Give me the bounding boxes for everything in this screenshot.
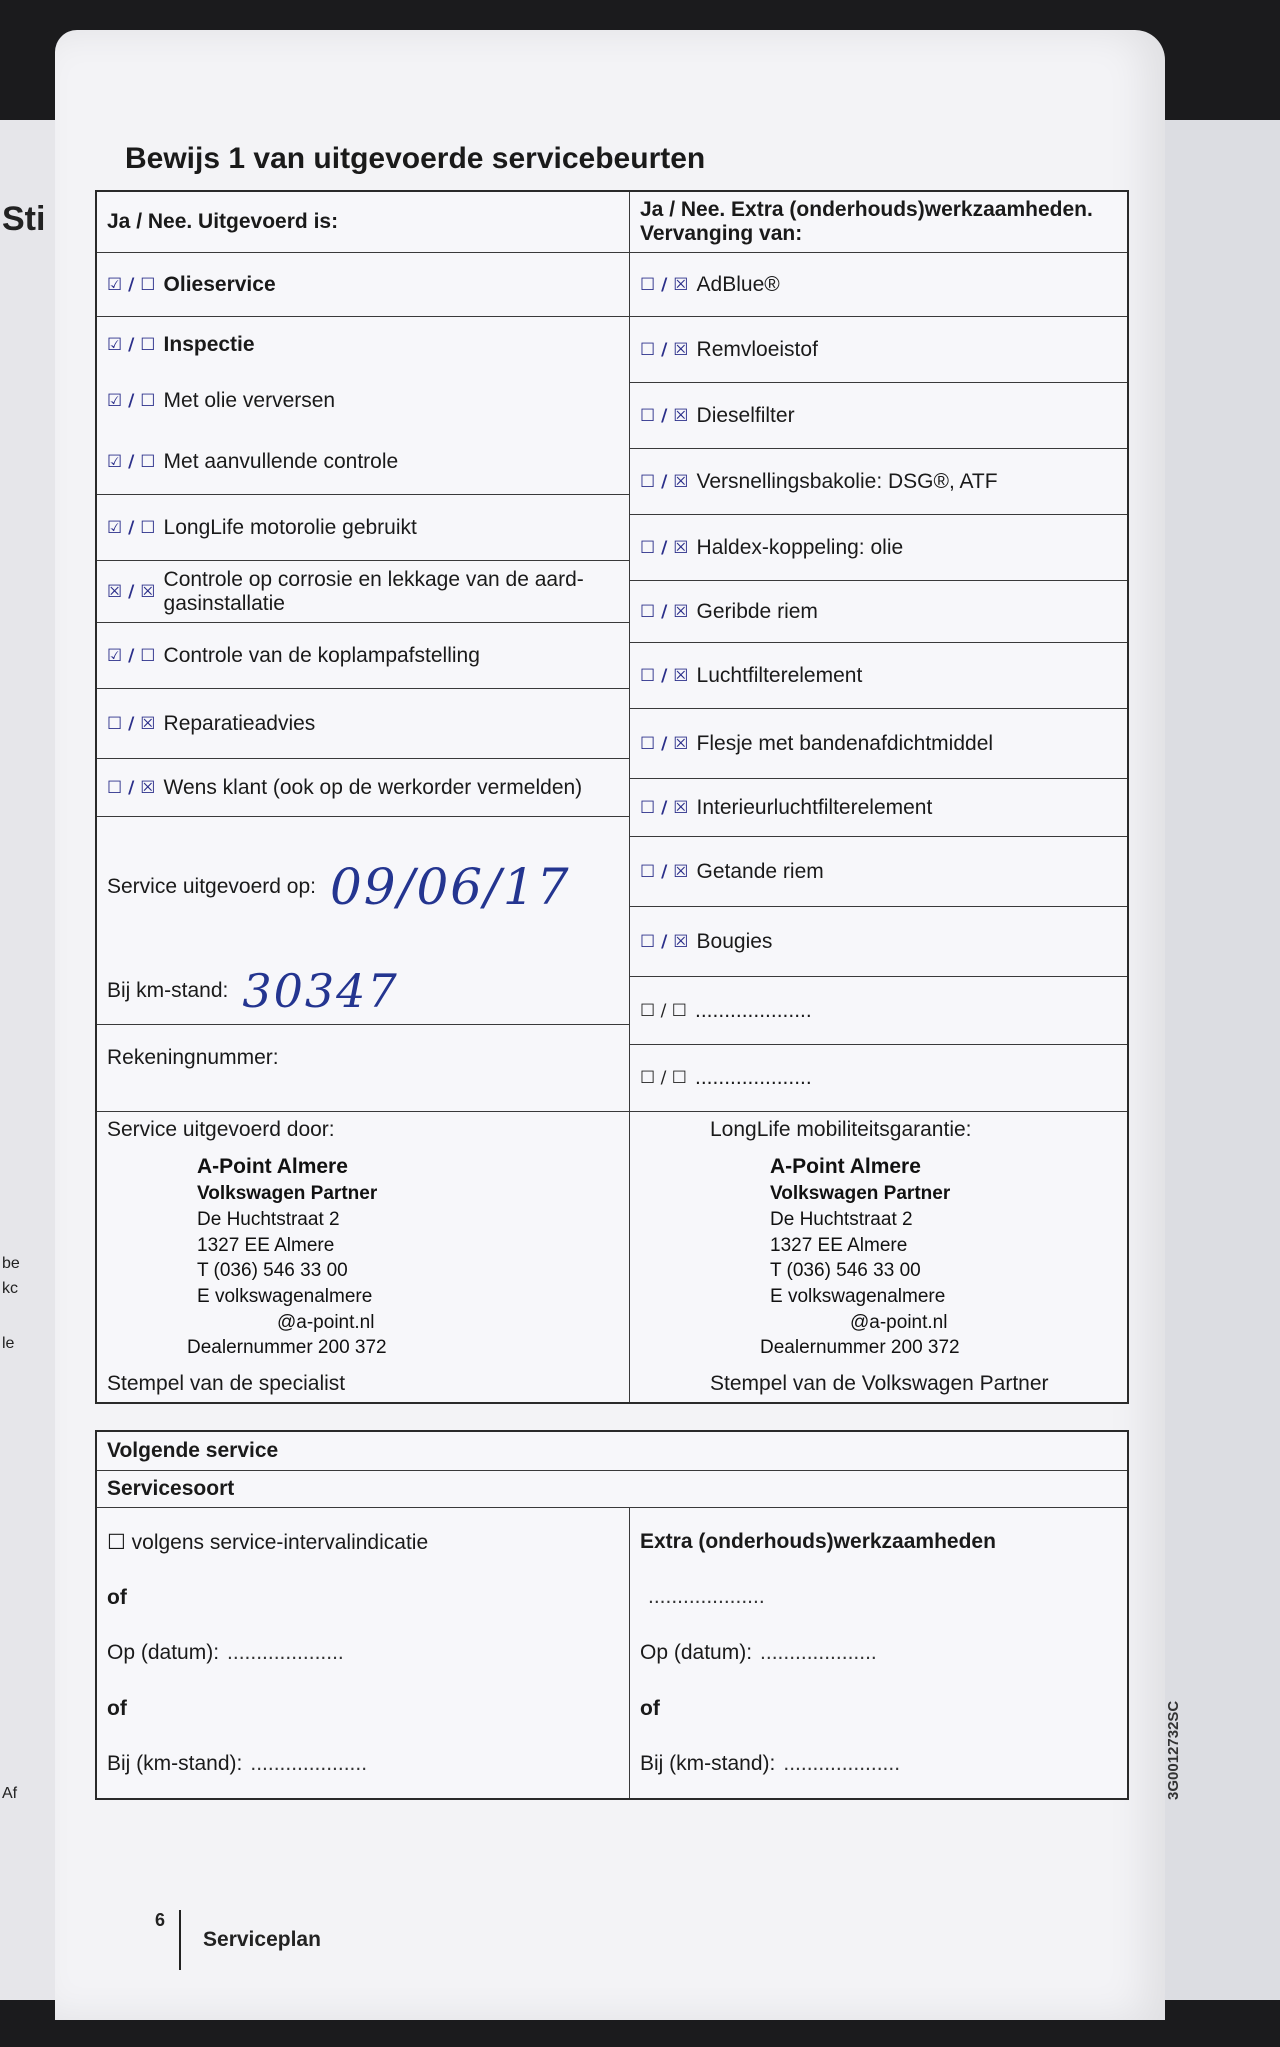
next-service-left xyxy=(97,1508,630,1798)
checkbox-pair: ☑ / ☐ xyxy=(107,274,156,295)
km-label: Bij (km-stand): xyxy=(640,1752,776,1776)
page-title: Bewijs 1 van uitgevoerde servicebeurten xyxy=(125,142,706,175)
checklist-label: Getande riem xyxy=(696,859,824,883)
checklist-label: .................... xyxy=(695,998,812,1022)
or-label: of xyxy=(107,1586,127,1610)
checklist-item xyxy=(97,689,629,759)
right-page-edge xyxy=(1164,120,1280,2000)
checkbox-pair: ☑ / ☐ xyxy=(107,335,156,355)
checklist-label: Controle van de koplampafstelling xyxy=(163,643,480,667)
checklist-item xyxy=(630,449,1127,515)
checklist-label: Olieservice xyxy=(163,272,276,296)
checkbox-pair: ☒ / ☒ xyxy=(107,581,156,602)
checklist-item xyxy=(630,253,1127,317)
dealer-stamp xyxy=(187,1153,387,1361)
stamp-phone: T (036) 546 33 00 xyxy=(197,1260,348,1282)
checkbox-pair: ☐ / ☒ xyxy=(640,471,689,492)
checklist-item xyxy=(97,623,629,689)
dotted-blank: .................... xyxy=(648,1585,765,1609)
checklist-item xyxy=(630,1045,1127,1111)
km-label: Bij km-stand: xyxy=(107,978,229,1002)
stamp-dealer-number: Dealernummer 200 372 xyxy=(187,1337,387,1359)
checklist-label: Flesje met bandenafdichtmiddel xyxy=(696,731,994,755)
checklist-label: Dieselfilter xyxy=(696,403,795,427)
checklist-item xyxy=(630,709,1127,779)
next-service-title: Volgende service xyxy=(107,1439,279,1462)
service-date-field xyxy=(97,817,629,957)
checklist-item xyxy=(630,383,1127,449)
dotted-blank: .................... xyxy=(250,1752,368,1776)
checklist-item xyxy=(97,429,629,495)
checklist-item xyxy=(630,837,1127,907)
next-km-field xyxy=(107,1752,367,1776)
checklist-item xyxy=(630,643,1127,709)
document-code: 3G0012732SC xyxy=(1165,1700,1182,1800)
checklist-label: Inspectie xyxy=(163,333,255,356)
interval-option: ☐ volgens service-intervalindicatie xyxy=(107,1530,429,1554)
stamp-company: Volkswagen Partner xyxy=(770,1183,951,1205)
stamp-email: E volkswagenalmere xyxy=(770,1285,946,1307)
next-km-field xyxy=(640,1752,900,1776)
stamp-dealer-number: Dealernummer 200 372 xyxy=(760,1337,960,1359)
checklist-label: Met aanvullende controle xyxy=(163,449,399,473)
left-page-fragment: Af xyxy=(2,1785,18,1802)
checkbox-pair: ☐ / ☒ xyxy=(640,861,689,882)
performed-by-label: Service uitgevoerd door: xyxy=(107,1118,335,1141)
checklist-item xyxy=(97,373,629,429)
invoice-label: Rekeningnummer: xyxy=(107,1046,279,1069)
date-label: Op (datum): xyxy=(107,1641,220,1665)
checkbox-pair: ☐ / ☒ xyxy=(640,537,689,558)
dealer-stamp xyxy=(760,1153,960,1361)
left-page-fragment: kc xyxy=(2,1280,18,1297)
checkbox-pair: ☐ / ☒ xyxy=(640,274,689,295)
section-label: Serviceplan xyxy=(203,1928,321,1951)
checkbox-pair: ☐ / ☒ xyxy=(640,405,689,426)
stamp-email-domain: @a-point.nl xyxy=(850,1311,948,1333)
date-label: Op (datum): xyxy=(640,1640,753,1664)
km-field xyxy=(97,957,629,1025)
left-page-fragment: Sti xyxy=(2,200,46,238)
checkbox-pair: ☐ / ☒ xyxy=(640,931,689,952)
checkbox-pair: ☐ / ☐ xyxy=(640,1068,688,1088)
checkbox-pair: ☑ / ☐ xyxy=(107,451,156,472)
left-checklist xyxy=(97,253,630,1111)
next-service-right xyxy=(630,1508,1127,1798)
next-service-body xyxy=(97,1508,1127,1798)
checkbox-pair: ☐ / ☒ xyxy=(640,601,689,622)
page-footer xyxy=(155,1910,321,1970)
checklist-label: Luchtfilterelement xyxy=(696,663,863,687)
stamp-street: De Huchtstraat 2 xyxy=(197,1209,340,1231)
checklist-item xyxy=(97,253,629,317)
stamp-city: 1327 EE Almere xyxy=(770,1234,908,1256)
stamp-brand: A-Point Almere xyxy=(197,1155,348,1179)
checkbox-pair: ☐ / ☒ xyxy=(640,339,689,360)
next-service-title-row xyxy=(97,1432,1127,1471)
partner-stamp-cell xyxy=(630,1112,1127,1402)
next-service-table xyxy=(95,1430,1129,1800)
handwritten-km: 30347 xyxy=(242,963,399,1018)
checklist-item xyxy=(630,779,1127,837)
table-header-row xyxy=(97,192,1127,253)
service-type-label: Servicesoort xyxy=(107,1477,235,1500)
service-type-row xyxy=(97,1471,1127,1508)
checklist-label: Geribde riem xyxy=(696,599,818,623)
checkbox-pair: ☑ / ☐ xyxy=(107,391,156,411)
dotted-blank: .................... xyxy=(227,1641,344,1665)
next-date-field xyxy=(107,1641,344,1665)
checklist-item xyxy=(630,907,1127,977)
km-label: Bij (km-stand): xyxy=(107,1752,243,1776)
checklist-item xyxy=(97,317,629,373)
stamp-phone: T (036) 546 33 00 xyxy=(770,1260,921,1282)
right-column-header: Ja / Nee. Extra (onderhouds)werkzaamheden. Vervanging van: xyxy=(640,198,1093,245)
checkbox-pair: ☐ / ☒ xyxy=(107,777,156,798)
checklist-item xyxy=(97,759,629,817)
checkbox-pair: ☐ / ☒ xyxy=(640,797,689,818)
left-page-fragment: be xyxy=(2,1255,20,1272)
stamp-caption: Stempel van de Volkswagen Partner xyxy=(710,1371,1049,1395)
service-date-label: Service uitgevoerd op: xyxy=(107,875,316,898)
checklist-label: LongLife motorolie gebruikt xyxy=(163,515,417,539)
checkbox-pair: ☐ / ☒ xyxy=(640,733,689,754)
dotted-blank: .................... xyxy=(760,1640,877,1664)
service-booklet-page xyxy=(55,30,1165,2020)
handwritten-date: 09/06/17 xyxy=(329,858,571,916)
checklist-item xyxy=(97,561,629,623)
checklist-label: AdBlue® xyxy=(696,272,780,296)
checklist-label: Versnellingsbakolie: DSG®, ATF xyxy=(696,469,998,493)
checklist-item xyxy=(97,495,629,561)
stamp-email: E volkswagenalmere xyxy=(197,1285,373,1307)
stamp-company: Volkswagen Partner xyxy=(197,1183,378,1205)
checklist-item xyxy=(630,515,1127,581)
left-page-fragment: le xyxy=(2,1335,15,1352)
dotted-blank: .................... xyxy=(783,1752,901,1776)
invoice-field xyxy=(97,1025,629,1091)
checklist-area xyxy=(97,253,1127,1111)
or-label: of xyxy=(107,1696,127,1720)
left-column-header: Ja / Nee. Uitgevoerd is: xyxy=(97,192,630,252)
checklist-label: Bougies xyxy=(696,929,773,953)
stamp-brand: A-Point Almere xyxy=(770,1155,921,1179)
checklist-label: Haldex-koppeling: olie xyxy=(696,535,904,559)
next-date-field xyxy=(640,1641,877,1665)
checkbox-pair: ☐ / ☐ xyxy=(640,1000,688,1021)
extra-work-label: Extra (onderhouds)werkzaamheden xyxy=(640,1529,996,1553)
checklist-item xyxy=(630,581,1127,643)
stamp-street: De Huchtstraat 2 xyxy=(770,1209,913,1231)
checkbox-pair: ☑ / ☐ xyxy=(107,645,156,666)
right-checklist xyxy=(630,253,1127,1111)
checklist-label: .................... xyxy=(695,1066,812,1089)
checkbox-pair: ☐ / ☒ xyxy=(640,665,689,686)
checklist-label: Reparatieadvies xyxy=(163,711,316,735)
checklist-item xyxy=(630,977,1127,1045)
longlife-label: LongLife mobiliteitsgarantie: xyxy=(710,1118,972,1141)
checklist-label: Controle op corrosie en lekkage van de aard- gasinstallatie xyxy=(163,567,584,615)
checklist-item xyxy=(630,317,1127,383)
checklist-label: Remvloeistof xyxy=(696,337,818,361)
stamp-row xyxy=(97,1111,1127,1402)
specialist-stamp-cell xyxy=(97,1112,630,1402)
stamp-email-domain: @a-point.nl xyxy=(277,1311,375,1333)
checkbox-pair: ☑ / ☐ xyxy=(107,517,156,538)
service-record-table xyxy=(95,190,1129,1404)
stamp-city: 1327 EE Almere xyxy=(197,1234,335,1256)
checkbox-pair: ☐ / ☒ xyxy=(107,713,156,734)
checklist-label: Wens klant (ook op de werkorder vermelden) xyxy=(163,775,583,799)
checklist-label: Met olie verversen xyxy=(163,389,336,412)
page-number: 6 xyxy=(155,1910,181,1970)
or-label: of xyxy=(640,1696,660,1720)
checklist-label: Interieurluchtfilterelement xyxy=(696,795,933,819)
stamp-caption: Stempel van de specialist xyxy=(107,1371,346,1395)
